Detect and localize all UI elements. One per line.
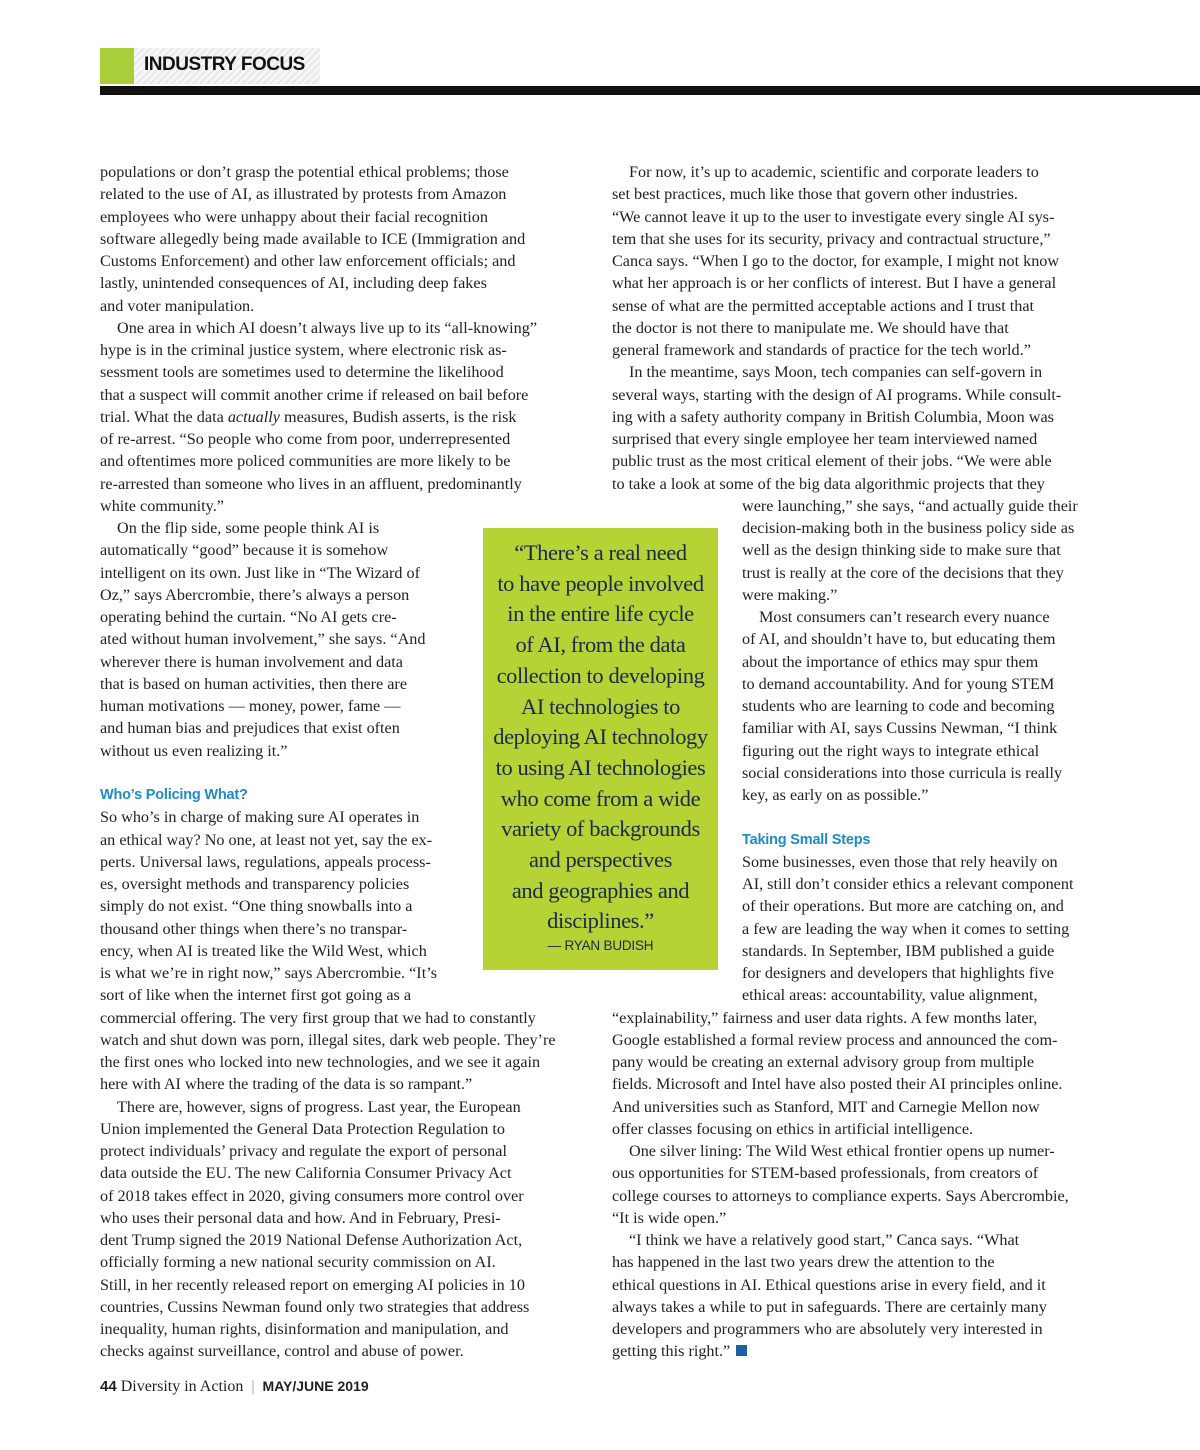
spacer — [612, 806, 1112, 828]
text-line: ethical questions in AI. Ethical questions arise in every field, and it — [612, 1275, 1046, 1294]
text-line: college courses to attorneys to compliance experts. Says Abercrombie, — [612, 1186, 1069, 1205]
paragraph — [612, 1140, 1112, 1229]
text-line: data outside the EU. The new California Consumer Privacy Act — [100, 1164, 512, 1183]
text-line: general framework and standards of practice for the tech world.” — [612, 341, 1031, 359]
text-line: protect individuals’ privacy and regulate the export of personal — [100, 1142, 507, 1160]
pull-quote-line: who come from a wide — [500, 785, 701, 811]
text-line: Union implemented the General Data Protection Regulation to — [100, 1119, 506, 1138]
pull-quote-line: of AI, from the data — [515, 632, 686, 658]
text-line: For now, it’s up to academic, scientific and corporate leaders to — [629, 163, 1039, 181]
text-line: commercial offering. The very first group that we had to constantly — [100, 1008, 536, 1027]
text-line: social considerations into those curricula is really — [742, 763, 1063, 782]
text-line: white community.” — [100, 496, 224, 515]
footer-separator: | — [251, 1378, 255, 1395]
text-line: Customs Enforcement) and other law enforcement officials; and — [100, 252, 516, 270]
issue-date: MAY/JUNE 2019 — [262, 1378, 369, 1394]
pull-quote-line: AI technologies to — [520, 693, 680, 719]
text-line: In the meantime, says Moon, tech companies can self-govern in — [629, 363, 1043, 382]
text-line: Still, in her recently released report on emerging AI policies in 10 — [100, 1275, 525, 1294]
text-line: offer classes focusing on ethics in artificial intelligence. — [612, 1119, 974, 1138]
text-line: getting this right.” — [612, 1340, 1112, 1362]
text-line: is what we’re in right now,” says Abercrombie. “It’s — [100, 964, 437, 982]
text-line: Some businesses, even those that rely heavily on — [742, 852, 1058, 871]
text-line: Oz,” says Abercrombie, there’s always a person — [100, 585, 410, 604]
text-line: ated without human involvement,” she says. “And — [100, 630, 426, 649]
text-line: inequality, human rights, disinformation and manipulation, and — [100, 1320, 509, 1338]
right-column — [612, 161, 1112, 1363]
section-label: INDUSTRY FOCUS — [144, 54, 305, 75]
text-line: surprised that every single employee her team interviewed named — [612, 430, 1038, 448]
text-line: without us even realizing it.” — [100, 741, 288, 760]
paragraph — [612, 1229, 1112, 1363]
text-line: perts. Universal laws, regulations, appeals process- — [100, 852, 431, 871]
text-line: always takes a while to put in safeguards. There are certainly many — [612, 1297, 1047, 1316]
text-line: ethical areas: accountability, value alignment, — [742, 986, 1038, 1005]
text-line: countries, Cussins Newman found only two strategies that address — [100, 1297, 530, 1316]
text-line: the first ones who locked into new technologies, and we see it again — [100, 1053, 541, 1071]
text-line: wherever there is human involvement and data — [100, 652, 403, 671]
text-line: to take a look at some of the big data algorithmic projects that they — [612, 474, 1045, 493]
text-line: public trust as the most critical element of their jobs. “We were able — [612, 452, 1052, 471]
text-line: automatically “good” because it is somehow — [100, 541, 389, 560]
text-line: who uses their personal data and how. And in February, Presi- — [100, 1208, 501, 1227]
subheading-whos-policing-what: Who’s Policing What? — [100, 787, 248, 803]
pull-quote-line: disciplines.” — [547, 908, 654, 934]
text-line: hype is in the criminal justice system, where electronic risk as- — [100, 341, 507, 359]
text-line: So who’s in charge of making sure AI operates in — [100, 808, 420, 827]
pull-quote-attribution: — RYAN BUDISH — [547, 938, 654, 953]
paragraph — [612, 851, 1112, 1140]
text-line: of AI, and shouldn’t have to, but educating them — [742, 630, 1056, 649]
text-line: figuring out the right ways to integrate ethical — [742, 741, 1040, 760]
page-number: 44 — [100, 1378, 117, 1395]
text-line: were launching,” she says, “and actually guide their — [742, 496, 1078, 515]
text-line: watch and shut down was porn, illegal sites, dark web people. They’re — [100, 1030, 556, 1049]
paragraph — [100, 317, 590, 517]
text-line: thousand other things when there’s no transpar- — [100, 919, 408, 938]
text-line: One silver lining: The Wild West ethical frontier opens up numer- — [629, 1142, 1055, 1160]
text-line: related to the use of AI, as illustrated by protests from Amazon — [100, 185, 507, 204]
pull-quote-line: to have people involved — [497, 570, 704, 596]
paragraph — [612, 361, 1112, 606]
text-line: fields. Microsoft and Intel have also posted their AI principles online. — [612, 1075, 1063, 1094]
pull-quote-line: and perspectives — [529, 847, 672, 873]
end-of-article-mark — [736, 1345, 747, 1356]
text-line: employees who were unhappy about their facial recognition — [100, 207, 488, 226]
publication-name: Diversity in Action — [120, 1378, 244, 1395]
subheading-taking-small-steps: Taking Small Steps — [742, 831, 871, 848]
paragraph — [612, 606, 1112, 806]
text-line: ous opportunities for STEM-based professionals, from creators of — [612, 1164, 1039, 1183]
text-line: of re-arrest. “So people who come from poor, underrepresented — [100, 430, 511, 448]
text-line: here with AI where the trading of the data is so rampant.” — [100, 1075, 473, 1094]
text-line: that a suspect will commit another crime if released on bail before — [100, 385, 529, 404]
page-footer — [100, 1378, 369, 1396]
pull-quote-line: deploying AI technology — [493, 724, 708, 750]
text-line: several ways, starting with the design of AI programs. While consult- — [612, 385, 1062, 404]
text-line: sessment tools are sometimes used to determine the likelihood — [100, 363, 504, 382]
text-line: ing with a safety authority company in British Columbia, Moon was — [612, 407, 1054, 426]
text-line: checks against surveillance, control and abuse of power. — [100, 1342, 464, 1361]
paragraph — [100, 1096, 590, 1363]
paragraph — [100, 161, 590, 317]
text-line: And universities such as Stanford, MIT and Carnegie Mellon now — [612, 1097, 1040, 1116]
text-line: developers and programmers who are absolutely very interested in — [612, 1320, 1043, 1338]
text-line: sort of like when the internet first got going as a — [100, 986, 412, 1005]
text-line: what her approach is or her conflicts of interest. But I have a general — [612, 274, 1057, 293]
text-line: set best practices, much like those that govern other industries. — [612, 185, 1018, 204]
text-line: of their operations. But more are catching on, and — [742, 897, 1064, 916]
text-line: familiar with AI, says Cussins Newman, “I think — [742, 719, 1058, 738]
pull-quote-line: variety of backgrounds — [501, 816, 700, 842]
text-line: of 2018 takes effect in 2020, giving consumers more control over — [100, 1186, 524, 1205]
pull-quote-line: collection to developing — [496, 662, 705, 688]
text-line: key, as early on as possible.” — [742, 786, 929, 804]
section-color-block — [100, 48, 134, 84]
text-line: well as the design thinking side to make sure that — [742, 541, 1061, 560]
text-line: pany would be creating an external advisory group from multiple — [612, 1053, 1035, 1071]
text-line: One area in which AI doesn’t always live up to its “all-knowing” — [117, 318, 538, 337]
header-rule — [100, 86, 1200, 95]
text-line: “explainability,” fairness and user data rights. A few months later, — [612, 1008, 1038, 1027]
paragraph — [612, 161, 1112, 361]
text-line: the doctor is not there to manipulate me. We should have that — [612, 318, 1009, 337]
text-line: were making.” — [742, 585, 838, 604]
text-line: dent Trump signed the 2019 National Defense Authorization Act, — [100, 1231, 523, 1249]
text-line: and human bias and prejudices that exist often — [100, 719, 400, 738]
text-line: intelligent on its own. Just like in “The Wizard of — [100, 563, 421, 582]
text-line: for designers and developers that highlights five — [742, 964, 1054, 982]
text-line: Most consumers can’t research every nuance — [759, 608, 1050, 626]
text-line: simply do not exist. “One thing snowballs into a — [100, 897, 413, 916]
text-line: to demand accountability. And for young STEM — [742, 674, 1055, 693]
text-line: lastly, unintended consequences of AI, including deep fakes — [100, 274, 487, 293]
text-line: an ethical way? No one, at least not yet, say the ex- — [100, 830, 433, 849]
text-line: There are, however, signs of progress. Last year, the European — [117, 1097, 521, 1116]
text-line: AI, still don’t consider ethics a relevant component — [742, 875, 1074, 893]
text-line: “We cannot leave it up to the user to investigate every single AI sys- — [612, 207, 1055, 226]
pull-quote-line: in the entire life cycle — [507, 601, 694, 627]
text-line: standards. In September, IBM published a guide — [742, 941, 1055, 960]
pull-quote-line: and geographies and — [511, 877, 690, 903]
text-line: decision-making both in the business policy side as — [742, 519, 1075, 537]
text-line: es, oversight methods and transparency policies — [100, 875, 410, 893]
text-line: Google established a formal review process and announced the com- — [612, 1030, 1058, 1049]
text-line: that is based on human activities, then there are — [100, 674, 408, 693]
text-line: populations or don’t grasp the potential ethical problems; those — [100, 163, 509, 181]
text-line: officially forming a new national security commission on AI. — [100, 1253, 496, 1272]
text-line: and oftentimes more policed communities are more likely to be — [100, 452, 511, 471]
text-line: operating behind the curtain. “No AI gets cre- — [100, 608, 397, 626]
text-line: about the importance of ethics may spur them — [742, 652, 1039, 671]
text-line: Canca says. “When I go to the doctor, for example, I might not know — [612, 252, 1060, 270]
text-line: ency, when AI is treated like the Wild West, which — [100, 941, 427, 960]
text-line: has happened in the last two years drew the attention to the — [612, 1253, 995, 1272]
text-line: trust is really at the core of the decisions that they — [742, 563, 1064, 582]
text-line: “It is wide open.” — [612, 1208, 727, 1227]
line-with-emphasis: trial. What the data actually measures, Budish asserts, is the risk — [100, 407, 517, 426]
pull-quote-line: to using AI technologies — [495, 754, 706, 780]
emphasis: actually — [227, 407, 280, 426]
text-line: a few are leading the way when it comes to setting — [742, 919, 1070, 938]
text-line: re-arrested than someone who lives in an affluent, predominantly — [100, 474, 522, 493]
text-line: human motivations — money, power, fame — — [100, 697, 401, 715]
text-line: “I think we have a relatively good start,” Canca says. “What — [629, 1231, 1020, 1249]
text-line: On the flip side, some people think AI is — [117, 519, 380, 537]
text-line: software allegedly being made available to ICE (Immigration and — [100, 229, 526, 248]
pull-quote-line: “There’s a real need — [514, 540, 687, 565]
text-line: tem that she uses for its security, privacy and contractual structure,” — [612, 229, 1051, 248]
text-line: and voter manipulation. — [100, 296, 255, 315]
text-line: students who are learning to code and becoming — [742, 697, 1055, 715]
text-line: sense of what are the permitted acceptable actions and I trust that — [612, 296, 1035, 315]
